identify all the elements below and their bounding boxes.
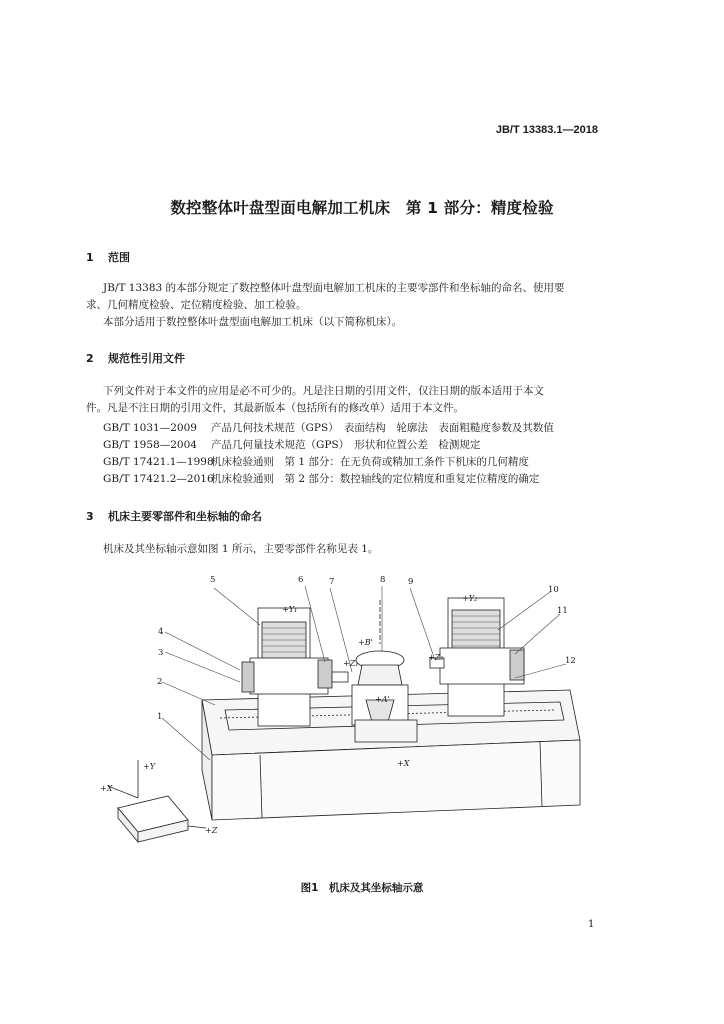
section-title: 范围 — [108, 251, 130, 264]
section-title: 机床主要零部件和坐标轴的命名 — [108, 510, 262, 523]
reference-title: 机床检验通则 第 1 部分：在无负荷或精加工条件下机床的几何精度 — [211, 456, 529, 468]
callout-number: 11 — [557, 606, 568, 616]
callout-number: 8 — [380, 575, 386, 585]
axis-label: +Y₂ — [462, 594, 478, 603]
section-title: 规范性引用文件 — [108, 352, 185, 365]
paragraph-line: JB/T 13383 的本部分规定了数控整体叶盘型面电解加工机床的主要零部件和坐标轴的命名、使用要 — [103, 282, 565, 294]
axis-label: +Z₂ — [428, 653, 444, 662]
callout-number: 3 — [158, 648, 164, 658]
standard-code: JB/T 13383.1—2018 — [495, 124, 598, 136]
paragraph: 本部分适用于数控整体叶盘型面电解加工机床（以下简称机床）。 — [103, 316, 403, 328]
section-3-heading — [86, 508, 262, 524]
callout-number: 6 — [298, 575, 304, 585]
axis-label: +B' — [358, 638, 373, 647]
reference-title: 机床检验通则 第 2 部分：数控轴线的定位精度和重复定位精度的确定 — [211, 473, 540, 485]
reference-item — [103, 454, 529, 469]
section-number: 2 — [86, 352, 94, 365]
axis-label: +X — [397, 759, 410, 768]
paragraph-line: 件。凡是不注日期的引用文件，其最新版本（包括所有的修改单）适用于本文件。 — [86, 402, 464, 414]
callout-number: 2 — [157, 677, 163, 687]
axis-label: +X — [100, 784, 113, 793]
reference-code: GB/T 1031—2009 — [103, 422, 197, 434]
callout-number: 9 — [408, 577, 414, 587]
axis-label: +Z — [205, 826, 218, 835]
reference-item — [103, 420, 554, 435]
reference-code: GB/T 17421.1—1998 — [103, 456, 214, 468]
reference-title: 产品几何量技术规范（GPS） 形状和位置公差 检测规定 — [211, 439, 481, 451]
callout-number: 10 — [548, 585, 559, 595]
figure-caption: 图1 机床及其坐标轴示意 — [300, 882, 424, 894]
section-number: 1 — [86, 251, 94, 264]
reference-code: GB/T 1958—2004 — [103, 439, 197, 451]
machine-diagram — [90, 570, 610, 875]
reference-axis-cube — [108, 760, 206, 842]
section-1-heading — [86, 249, 130, 265]
paragraph-line: 求、几何精度检验、定位精度检验、加工检验。 — [86, 299, 307, 311]
axis-label: +Y₁ — [282, 605, 298, 614]
callout-number: 7 — [329, 577, 335, 587]
section-2-heading — [86, 350, 185, 366]
reference-item — [103, 437, 480, 452]
callout-number: 1 — [157, 712, 163, 722]
axis-label: +A' — [375, 695, 390, 704]
rotary-table — [352, 600, 417, 742]
section-number: 3 — [86, 510, 94, 523]
reference-code: GB/T 17421.2—2016 — [103, 473, 214, 485]
paragraph-line: 下列文件对于本文件的应用是必不可少的。凡是注日期的引用文件，仅注日期的版本适用于本文 — [103, 385, 544, 397]
callout-number: 5 — [210, 575, 216, 585]
reference-item — [103, 471, 539, 486]
callout-number: 4 — [158, 627, 164, 637]
axis-label: +Y — [143, 762, 155, 771]
axis-label: +Z₁ — [343, 659, 359, 668]
callout-number: 12 — [565, 656, 576, 666]
reference-title: 产品几何技术规范（GPS） 表面结构 轮廓法 表面粗糙度参数及其数值 — [211, 422, 554, 434]
page-number: 1 — [588, 919, 595, 930]
document-title: 数控整体叶盘型面电解加工机床 第 1 部分：精度检验 — [170, 199, 554, 217]
paragraph: 机床及其坐标轴示意如图 1 所示，主要零部件名称见表 1。 — [103, 543, 379, 555]
